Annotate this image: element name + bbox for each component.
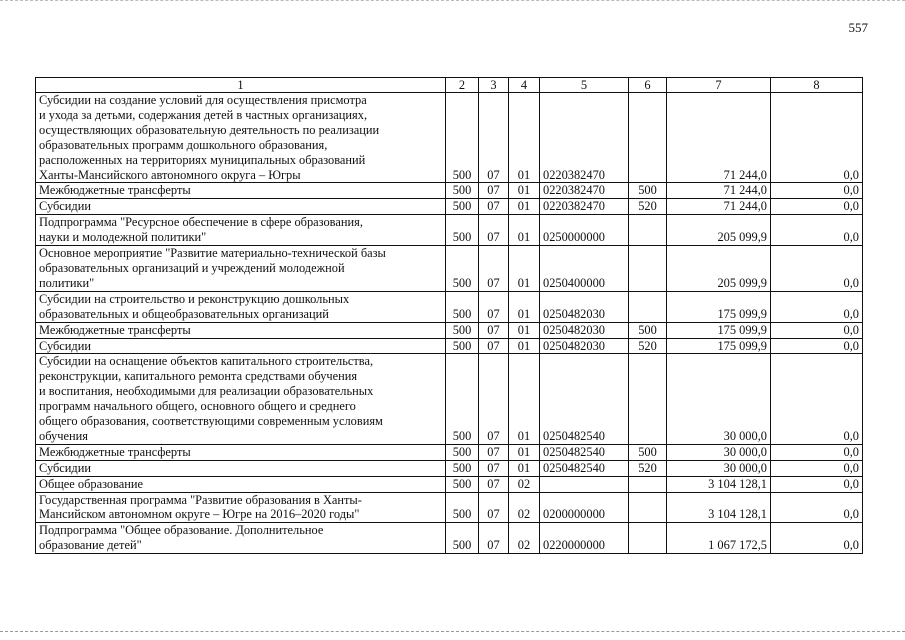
group-code-cell: 01 [509,291,540,322]
expense-type-cell [629,492,667,523]
section-code-cell: 500 [446,338,479,354]
header-cell: 6 [629,78,667,93]
amount-secondary-cell: 0,0 [771,183,863,199]
row-name-cell: Субсидии [36,199,446,215]
row-name-cell: Подпрограмма "Ресурсное обеспечение в сфере образования, науки и молодежной политики" [36,215,446,246]
target-article-cell [540,476,629,492]
amount-secondary-cell: 0,0 [771,354,863,444]
amount-cell: 3 104 128,1 [667,492,771,523]
group-code-cell: 02 [509,523,540,554]
table-row [36,291,863,322]
expense-type-cell: 520 [629,199,667,215]
table-row [36,215,863,246]
budget-table [35,77,863,554]
target-article-cell: 0250000000 [540,215,629,246]
target-article-cell: 0250482540 [540,354,629,444]
table-row [36,322,863,338]
amount-secondary-cell: 0,0 [771,291,863,322]
table-row [36,246,863,292]
row-name-cell: Общее образование [36,476,446,492]
row-name-cell: Основное мероприятие "Развитие материально-технической базы образовательных организаций и учреждений молодежной политики" [36,246,446,292]
target-article-cell: 0250482030 [540,338,629,354]
row-name-cell: Субсидии [36,460,446,476]
table-row [36,523,863,554]
header-row [36,78,863,93]
group-code-cell: 02 [509,492,540,523]
table-row [36,183,863,199]
group-code-cell: 01 [509,183,540,199]
amount-secondary-cell: 0,0 [771,523,863,554]
group-code-cell: 01 [509,354,540,444]
group-code-cell: 01 [509,246,540,292]
expense-type-cell: 500 [629,322,667,338]
target-article-cell: 0250482030 [540,291,629,322]
amount-cell: 30 000,0 [667,460,771,476]
section-code-cell: 500 [446,93,479,183]
scan-edge-top [0,0,905,1]
amount-cell: 30 000,0 [667,354,771,444]
expense-type-cell [629,246,667,292]
amount-cell: 71 244,0 [667,199,771,215]
group-code-cell: 01 [509,199,540,215]
table-body [36,93,863,554]
amount-secondary-cell: 0,0 [771,476,863,492]
amount-cell: 30 000,0 [667,444,771,460]
target-article-cell: 0250482030 [540,322,629,338]
section-code-cell: 500 [446,322,479,338]
target-article-cell: 0250482540 [540,460,629,476]
amount-secondary-cell: 0,0 [771,460,863,476]
amount-secondary-cell: 0,0 [771,444,863,460]
subsection-code-cell: 07 [479,322,509,338]
section-code-cell: 500 [446,460,479,476]
section-code-cell: 500 [446,183,479,199]
amount-cell: 175 099,9 [667,322,771,338]
amount-cell: 3 104 128,1 [667,476,771,492]
row-name-cell: Субсидии на оснащение объектов капитального строительства, реконструкции, капитального ремонта средствами обучения и воспитания, необходимыми для реализации образовательных программ начального общего, основного общего и среднего общего образования, соответствующими современным условиям обучения [36,354,446,444]
section-code-cell: 500 [446,199,479,215]
group-code-cell: 01 [509,460,540,476]
scan-edge-bottom [0,631,905,632]
table-row [36,93,863,183]
subsection-code-cell: 07 [479,444,509,460]
group-code-cell: 01 [509,444,540,460]
section-code-cell: 500 [446,523,479,554]
subsection-code-cell: 07 [479,460,509,476]
row-name-cell: Государственная программа "Развитие образования в Ханты- Мансийском автономном округе – Югре на 2016–2020 годы" [36,492,446,523]
expense-type-cell: 520 [629,460,667,476]
subsection-code-cell: 07 [479,338,509,354]
section-code-cell: 500 [446,492,479,523]
amount-secondary-cell: 0,0 [771,246,863,292]
row-name-cell: Межбюджетные трансферты [36,322,446,338]
group-code-cell: 01 [509,215,540,246]
expense-type-cell [629,93,667,183]
table-row [36,338,863,354]
amount-cell: 205 099,9 [667,246,771,292]
table-row [36,492,863,523]
expense-type-cell: 520 [629,338,667,354]
target-article-cell: 0220382470 [540,93,629,183]
target-article-cell: 0220000000 [540,523,629,554]
subsection-code-cell: 07 [479,492,509,523]
subsection-code-cell: 07 [479,354,509,444]
section-code-cell: 500 [446,476,479,492]
subsection-code-cell: 07 [479,523,509,554]
section-code-cell: 500 [446,354,479,444]
header-cell: 3 [479,78,509,93]
amount-secondary-cell: 0,0 [771,199,863,215]
amount-secondary-cell: 0,0 [771,322,863,338]
subsection-code-cell: 07 [479,183,509,199]
expense-type-cell [629,523,667,554]
table-row [36,199,863,215]
amount-cell: 1 067 172,5 [667,523,771,554]
section-code-cell: 500 [446,444,479,460]
amount-cell: 71 244,0 [667,93,771,183]
header-cell: 1 [36,78,446,93]
table-row [36,476,863,492]
expense-type-cell [629,354,667,444]
expense-type-cell [629,215,667,246]
subsection-code-cell: 07 [479,215,509,246]
subsection-code-cell: 07 [479,199,509,215]
amount-secondary-cell: 0,0 [771,93,863,183]
group-code-cell: 01 [509,338,540,354]
amount-cell: 175 099,9 [667,338,771,354]
expense-type-cell: 500 [629,183,667,199]
subsection-code-cell: 07 [479,291,509,322]
group-code-cell: 01 [509,322,540,338]
row-name-cell: Подпрограмма "Общее образование. Дополнительное образование детей" [36,523,446,554]
table-row [36,444,863,460]
amount-secondary-cell: 0,0 [771,492,863,523]
subsection-code-cell: 07 [479,93,509,183]
amount-cell: 71 244,0 [667,183,771,199]
header-cell: 5 [540,78,629,93]
expense-type-cell [629,291,667,322]
expense-type-cell: 500 [629,444,667,460]
target-article-cell: 0250482540 [540,444,629,460]
header-cell: 8 [771,78,863,93]
target-article-cell: 0250400000 [540,246,629,292]
header-cell: 4 [509,78,540,93]
subsection-code-cell: 07 [479,246,509,292]
row-name-cell: Субсидии [36,338,446,354]
amount-cell: 175 099,9 [667,291,771,322]
page-number: 557 [848,20,868,35]
amount-secondary-cell: 0,0 [771,215,863,246]
target-article-cell: 0200000000 [540,492,629,523]
table-row [36,354,863,444]
table-row [36,460,863,476]
header-cell: 2 [446,78,479,93]
amount-secondary-cell: 0,0 [771,338,863,354]
header-cell: 7 [667,78,771,93]
amount-cell: 205 099,9 [667,215,771,246]
row-name-cell: Субсидии на строительство и реконструкцию дошкольных образовательных и общеобразовательных организаций [36,291,446,322]
group-code-cell: 01 [509,93,540,183]
section-code-cell: 500 [446,246,479,292]
target-article-cell: 0220382470 [540,183,629,199]
row-name-cell: Субсидии на создание условий для осуществления присмотра и ухода за детьми, содержания детей в частных организациях, осуществляющих образовательную деятельность по реализации образовательных программ дошкольного образования, расположенных на территориях муниципальных образований Ханты-Мансийского автономного округа – Югры [36,93,446,183]
subsection-code-cell: 07 [479,476,509,492]
row-name-cell: Межбюджетные трансферты [36,183,446,199]
group-code-cell: 02 [509,476,540,492]
expense-type-cell [629,476,667,492]
row-name-cell: Межбюджетные трансферты [36,444,446,460]
target-article-cell: 0220382470 [540,199,629,215]
section-code-cell: 500 [446,215,479,246]
section-code-cell: 500 [446,291,479,322]
